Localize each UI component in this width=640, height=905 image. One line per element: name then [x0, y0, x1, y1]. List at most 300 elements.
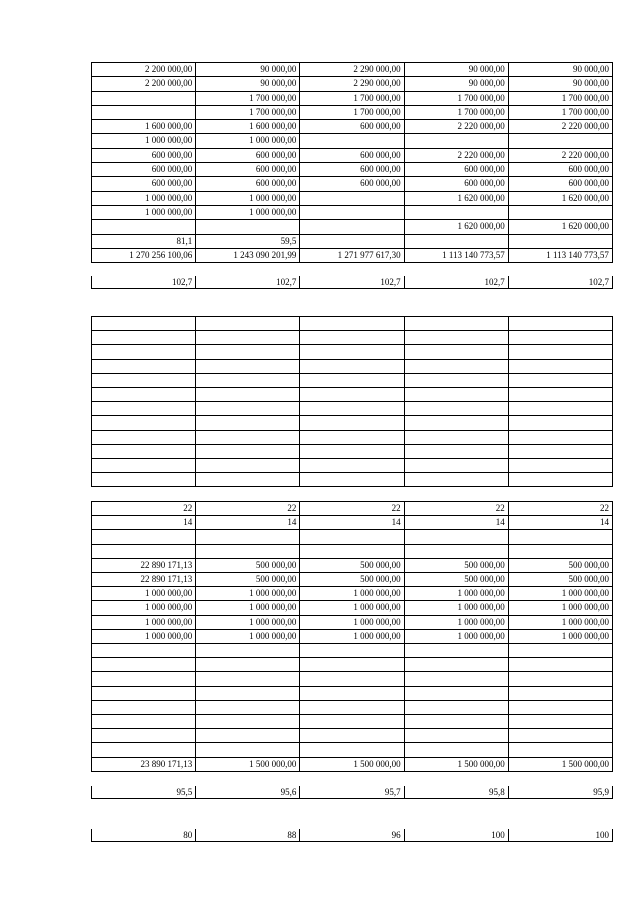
table-cell: 1 000 000,00	[92, 601, 196, 615]
table-cell: 600 000,00	[300, 163, 404, 177]
table-cell	[196, 644, 300, 658]
table-cell: 600 000,00	[92, 177, 196, 191]
table-cell	[508, 373, 612, 387]
table-cell	[196, 473, 300, 487]
table-cell	[300, 373, 404, 387]
table-row	[92, 587, 613, 601]
table-cell	[300, 530, 404, 544]
table-cell	[300, 544, 404, 558]
table-row	[92, 177, 613, 191]
table-cell	[508, 700, 612, 714]
table-cell: 1 700 000,00	[196, 105, 300, 119]
table-cell: 90 000,00	[404, 77, 508, 91]
budget-table-2	[91, 501, 613, 772]
table-cell	[508, 345, 612, 359]
table-cell: 1 000 000,00	[300, 629, 404, 643]
table-row	[92, 191, 613, 205]
table-row	[92, 91, 613, 105]
table-cell	[508, 672, 612, 686]
table-row	[92, 234, 613, 248]
table-cell	[300, 191, 404, 205]
table-cell	[196, 387, 300, 401]
table-cell: 1 000 000,00	[196, 205, 300, 219]
table-cell: 1 000 000,00	[300, 587, 404, 601]
table-cell	[404, 331, 508, 345]
table-row	[92, 205, 613, 219]
table-cell: 1 000 000,00	[196, 601, 300, 615]
table-cell	[196, 317, 300, 331]
table-cell: 1 000 000,00	[92, 191, 196, 205]
table-cell	[92, 743, 196, 757]
table-cell: 90 000,00	[508, 63, 612, 77]
table-cell: 1 000 000,00	[92, 587, 196, 601]
table-cell	[404, 430, 508, 444]
table-cell	[92, 644, 196, 658]
table-row	[92, 317, 613, 331]
table-cell	[508, 473, 612, 487]
table-row	[92, 786, 613, 799]
table-cell	[508, 686, 612, 700]
table-cell	[92, 672, 196, 686]
table-cell: 1 000 000,00	[300, 601, 404, 615]
table-row	[92, 220, 613, 234]
table-cell	[196, 672, 300, 686]
table-cell: 14	[300, 516, 404, 530]
table-cell	[508, 444, 612, 458]
table-row	[92, 757, 613, 771]
table-cell: 88	[196, 829, 300, 842]
table-cell	[92, 359, 196, 373]
table-cell	[508, 205, 612, 219]
table-cell	[196, 729, 300, 743]
table-cell: 102,7	[508, 276, 612, 289]
table-cell: 1 620 000,00	[508, 220, 612, 234]
table-cell: 102,7	[196, 276, 300, 289]
budget-table-1	[91, 62, 613, 263]
table-cell: 1 620 000,00	[404, 220, 508, 234]
table-cell	[508, 234, 612, 248]
table-cell	[196, 544, 300, 558]
table-row	[92, 743, 613, 757]
table-cell: 95,6	[196, 786, 300, 799]
table-cell	[300, 458, 404, 472]
table-cell: 1 700 000,00	[196, 91, 300, 105]
table-cell	[300, 416, 404, 430]
table-cell	[300, 743, 404, 757]
table-cell	[300, 387, 404, 401]
table-cell: 1 000 000,00	[508, 601, 612, 615]
table-row	[92, 672, 613, 686]
table-cell: 1 000 000,00	[92, 134, 196, 148]
table-cell	[508, 714, 612, 728]
table-cell: 600 000,00	[300, 148, 404, 162]
table-cell: 102,7	[300, 276, 404, 289]
table-cell	[300, 220, 404, 234]
empty-table-body	[92, 317, 613, 487]
table-cell: 1 700 000,00	[508, 91, 612, 105]
table-cell: 500 000,00	[196, 572, 300, 586]
table-cell: 600 000,00	[196, 177, 300, 191]
table-cell: 1 000 000,00	[508, 587, 612, 601]
table-row	[92, 729, 613, 743]
table-cell	[196, 444, 300, 458]
table-row	[92, 331, 613, 345]
table-cell: 95,9	[508, 786, 612, 799]
table-row	[92, 444, 613, 458]
table-cell	[508, 644, 612, 658]
table-cell	[300, 134, 404, 148]
table-cell: 2 220 000,00	[508, 120, 612, 134]
table-cell: 1 700 000,00	[300, 105, 404, 119]
table-cell	[508, 359, 612, 373]
table-row	[92, 714, 613, 728]
table-cell: 1 000 000,00	[508, 629, 612, 643]
table-cell	[92, 458, 196, 472]
table-cell: 23 890 171,13	[92, 757, 196, 771]
table-row	[92, 148, 613, 162]
table-cell: 1 500 000,00	[196, 757, 300, 771]
table-row	[92, 530, 613, 544]
table-cell	[300, 345, 404, 359]
table-cell: 22	[92, 502, 196, 516]
table-cell	[508, 387, 612, 401]
table-cell: 600 000,00	[508, 177, 612, 191]
table-cell	[196, 402, 300, 416]
table-cell: 90 000,00	[196, 77, 300, 91]
table-cell: 100	[508, 829, 612, 842]
table-cell	[300, 444, 404, 458]
table-cell	[404, 458, 508, 472]
table-cell	[92, 658, 196, 672]
table-row	[92, 387, 613, 401]
table-row	[92, 658, 613, 672]
table-cell	[92, 105, 196, 119]
table-cell	[196, 686, 300, 700]
table-cell	[404, 317, 508, 331]
table-cell: 1 700 000,00	[508, 105, 612, 119]
table-cell	[92, 686, 196, 700]
table-cell: 22 890 171,13	[92, 558, 196, 572]
table-cell	[404, 444, 508, 458]
table-row	[92, 473, 613, 487]
table-cell: 1 500 000,00	[404, 757, 508, 771]
empty-table	[91, 316, 613, 487]
table-cell	[404, 416, 508, 430]
table-row	[92, 558, 613, 572]
table-cell	[508, 743, 612, 757]
table-row	[92, 572, 613, 586]
table-cell	[92, 700, 196, 714]
table-row	[92, 458, 613, 472]
table-cell: 14	[404, 516, 508, 530]
table-cell: 1 000 000,00	[196, 615, 300, 629]
table-cell: 96	[300, 829, 404, 842]
table-cell	[404, 530, 508, 544]
table-cell	[196, 416, 300, 430]
table-cell: 600 000,00	[92, 163, 196, 177]
table-cell: 1 000 000,00	[92, 629, 196, 643]
table-cell: 90 000,00	[196, 63, 300, 77]
table-cell: 1 000 000,00	[92, 205, 196, 219]
table-cell: 1 700 000,00	[404, 105, 508, 119]
table-cell	[508, 544, 612, 558]
index-row-3	[91, 829, 613, 842]
table-cell: 59,5	[196, 234, 300, 248]
table-row	[92, 601, 613, 615]
table-cell	[196, 530, 300, 544]
table-cell	[92, 331, 196, 345]
table-cell	[404, 387, 508, 401]
table-cell	[508, 317, 612, 331]
table-cell: 600 000,00	[404, 177, 508, 191]
table-cell: 600 000,00	[196, 148, 300, 162]
table-cell	[300, 672, 404, 686]
table-cell	[196, 373, 300, 387]
table-cell	[404, 700, 508, 714]
table-cell	[196, 430, 300, 444]
table-cell	[508, 729, 612, 743]
table-cell	[300, 700, 404, 714]
table-cell	[196, 700, 300, 714]
table-cell: 1 113 140 773,57	[508, 248, 612, 262]
table-cell: 100	[404, 829, 508, 842]
table-cell: 22	[196, 502, 300, 516]
table-cell: 1 600 000,00	[92, 120, 196, 134]
table-cell: 22	[300, 502, 404, 516]
table-cell	[300, 644, 404, 658]
table-cell: 500 000,00	[196, 558, 300, 572]
table-cell: 2 220 000,00	[404, 120, 508, 134]
table-cell: 81,1	[92, 234, 196, 248]
table-cell	[404, 729, 508, 743]
table-cell	[508, 134, 612, 148]
table-row	[92, 629, 613, 643]
index-row-2-body	[92, 786, 613, 799]
table-cell: 2 220 000,00	[404, 148, 508, 162]
table-cell: 14	[196, 516, 300, 530]
table-cell	[404, 402, 508, 416]
table-cell: 1 620 000,00	[508, 191, 612, 205]
table-cell: 600 000,00	[196, 163, 300, 177]
table-cell	[92, 729, 196, 743]
table-row	[92, 544, 613, 558]
table-cell	[92, 530, 196, 544]
table-cell	[300, 402, 404, 416]
table-row	[92, 686, 613, 700]
table-row	[92, 63, 613, 77]
table-cell: 80	[92, 829, 196, 842]
table-cell: 90 000,00	[404, 63, 508, 77]
table-cell: 1 000 000,00	[196, 587, 300, 601]
table-cell	[508, 530, 612, 544]
table-cell: 500 000,00	[508, 572, 612, 586]
table-cell	[300, 686, 404, 700]
table-cell	[196, 345, 300, 359]
table-cell: 500 000,00	[404, 572, 508, 586]
table-cell: 1 000 000,00	[404, 587, 508, 601]
table-cell	[92, 714, 196, 728]
table-row	[92, 373, 613, 387]
table-cell: 1 000 000,00	[404, 615, 508, 629]
table-cell	[300, 473, 404, 487]
table-row	[92, 345, 613, 359]
table-cell	[300, 359, 404, 373]
table-cell	[404, 658, 508, 672]
table-cell: 102,7	[92, 276, 196, 289]
budget-table-1-body	[92, 63, 613, 263]
table-cell	[92, 220, 196, 234]
table-cell	[404, 714, 508, 728]
table-cell	[404, 345, 508, 359]
table-cell: 600 000,00	[508, 163, 612, 177]
table-cell	[508, 416, 612, 430]
table-cell: 500 000,00	[404, 558, 508, 572]
table-cell	[196, 331, 300, 345]
table-row	[92, 700, 613, 714]
table-cell: 2 200 000,00	[92, 77, 196, 91]
table-cell	[92, 416, 196, 430]
table-cell: 1 000 000,00	[196, 629, 300, 643]
table-cell: 1 000 000,00	[508, 615, 612, 629]
table-cell	[300, 205, 404, 219]
table-row	[92, 402, 613, 416]
table-cell: 1 620 000,00	[404, 191, 508, 205]
index-row-1	[91, 276, 613, 289]
table-cell	[404, 644, 508, 658]
table-cell	[300, 317, 404, 331]
table-cell	[92, 373, 196, 387]
table-cell: 500 000,00	[300, 558, 404, 572]
table-cell: 1 000 000,00	[196, 191, 300, 205]
index-row-1-body	[92, 276, 613, 289]
table-cell	[196, 359, 300, 373]
table-row	[92, 829, 613, 842]
table-cell	[404, 234, 508, 248]
index-row-3-body	[92, 829, 613, 842]
table-row	[92, 77, 613, 91]
table-cell	[196, 458, 300, 472]
budget-table-2-body	[92, 502, 613, 772]
table-cell	[404, 743, 508, 757]
table-cell: 1 243 090 201,99	[196, 248, 300, 262]
table-cell	[92, 387, 196, 401]
table-row	[92, 120, 613, 134]
table-cell: 2 200 000,00	[92, 63, 196, 77]
table-cell	[300, 234, 404, 248]
table-cell	[300, 430, 404, 444]
table-cell	[300, 729, 404, 743]
table-cell: 1 700 000,00	[300, 91, 404, 105]
table-cell: 2 290 000,00	[300, 63, 404, 77]
table-cell: 600 000,00	[404, 163, 508, 177]
table-cell: 22 890 171,13	[92, 572, 196, 586]
table-row	[92, 134, 613, 148]
table-cell	[300, 714, 404, 728]
table-cell: 1 270 256 100,06	[92, 248, 196, 262]
table-cell: 14	[92, 516, 196, 530]
table-cell: 95,5	[92, 786, 196, 799]
table-row	[92, 248, 613, 262]
index-row-2	[91, 786, 613, 799]
table-cell	[404, 544, 508, 558]
table-cell: 1 000 000,00	[404, 629, 508, 643]
table-cell: 600 000,00	[300, 177, 404, 191]
table-row	[92, 644, 613, 658]
table-cell: 600 000,00	[300, 120, 404, 134]
table-row	[92, 359, 613, 373]
table-cell	[92, 317, 196, 331]
table-cell	[508, 430, 612, 444]
table-cell: 22	[508, 502, 612, 516]
table-cell	[508, 331, 612, 345]
table-cell: 102,7	[404, 276, 508, 289]
table-cell	[404, 473, 508, 487]
table-cell	[404, 134, 508, 148]
table-cell	[508, 458, 612, 472]
table-cell	[508, 402, 612, 416]
table-row	[92, 163, 613, 177]
table-cell	[300, 331, 404, 345]
table-cell: 1 000 000,00	[196, 134, 300, 148]
table-cell: 500 000,00	[508, 558, 612, 572]
table-cell	[404, 686, 508, 700]
table-cell: 2 290 000,00	[300, 77, 404, 91]
table-cell: 1 000 000,00	[92, 615, 196, 629]
table-cell	[92, 544, 196, 558]
table-cell	[92, 473, 196, 487]
table-cell	[92, 444, 196, 458]
table-cell: 600 000,00	[92, 148, 196, 162]
table-cell: 1 700 000,00	[404, 91, 508, 105]
table-cell	[404, 373, 508, 387]
table-cell: 1 000 000,00	[404, 601, 508, 615]
table-cell	[404, 359, 508, 373]
table-row	[92, 416, 613, 430]
table-cell: 1 113 140 773,57	[404, 248, 508, 262]
table-cell	[92, 430, 196, 444]
table-row	[92, 615, 613, 629]
table-cell	[196, 743, 300, 757]
table-cell: 1 500 000,00	[508, 757, 612, 771]
table-cell: 14	[508, 516, 612, 530]
table-cell	[300, 658, 404, 672]
table-cell: 90 000,00	[508, 77, 612, 91]
table-cell	[196, 658, 300, 672]
table-cell: 2 220 000,00	[508, 148, 612, 162]
table-row	[92, 516, 613, 530]
table-cell: 95,7	[300, 786, 404, 799]
table-row	[92, 502, 613, 516]
table-cell: 1 600 000,00	[196, 120, 300, 134]
table-cell	[92, 91, 196, 105]
table-cell	[404, 205, 508, 219]
table-cell	[92, 402, 196, 416]
table-cell: 1 271 977 617,30	[300, 248, 404, 262]
table-cell	[196, 714, 300, 728]
table-cell	[92, 345, 196, 359]
table-cell: 1 500 000,00	[300, 757, 404, 771]
table-row	[92, 430, 613, 444]
table-cell	[508, 658, 612, 672]
table-cell: 1 000 000,00	[300, 615, 404, 629]
table-cell	[404, 672, 508, 686]
table-cell: 500 000,00	[300, 572, 404, 586]
table-cell	[196, 220, 300, 234]
table-row	[92, 105, 613, 119]
table-cell: 22	[404, 502, 508, 516]
table-row	[92, 276, 613, 289]
table-cell: 95,8	[404, 786, 508, 799]
